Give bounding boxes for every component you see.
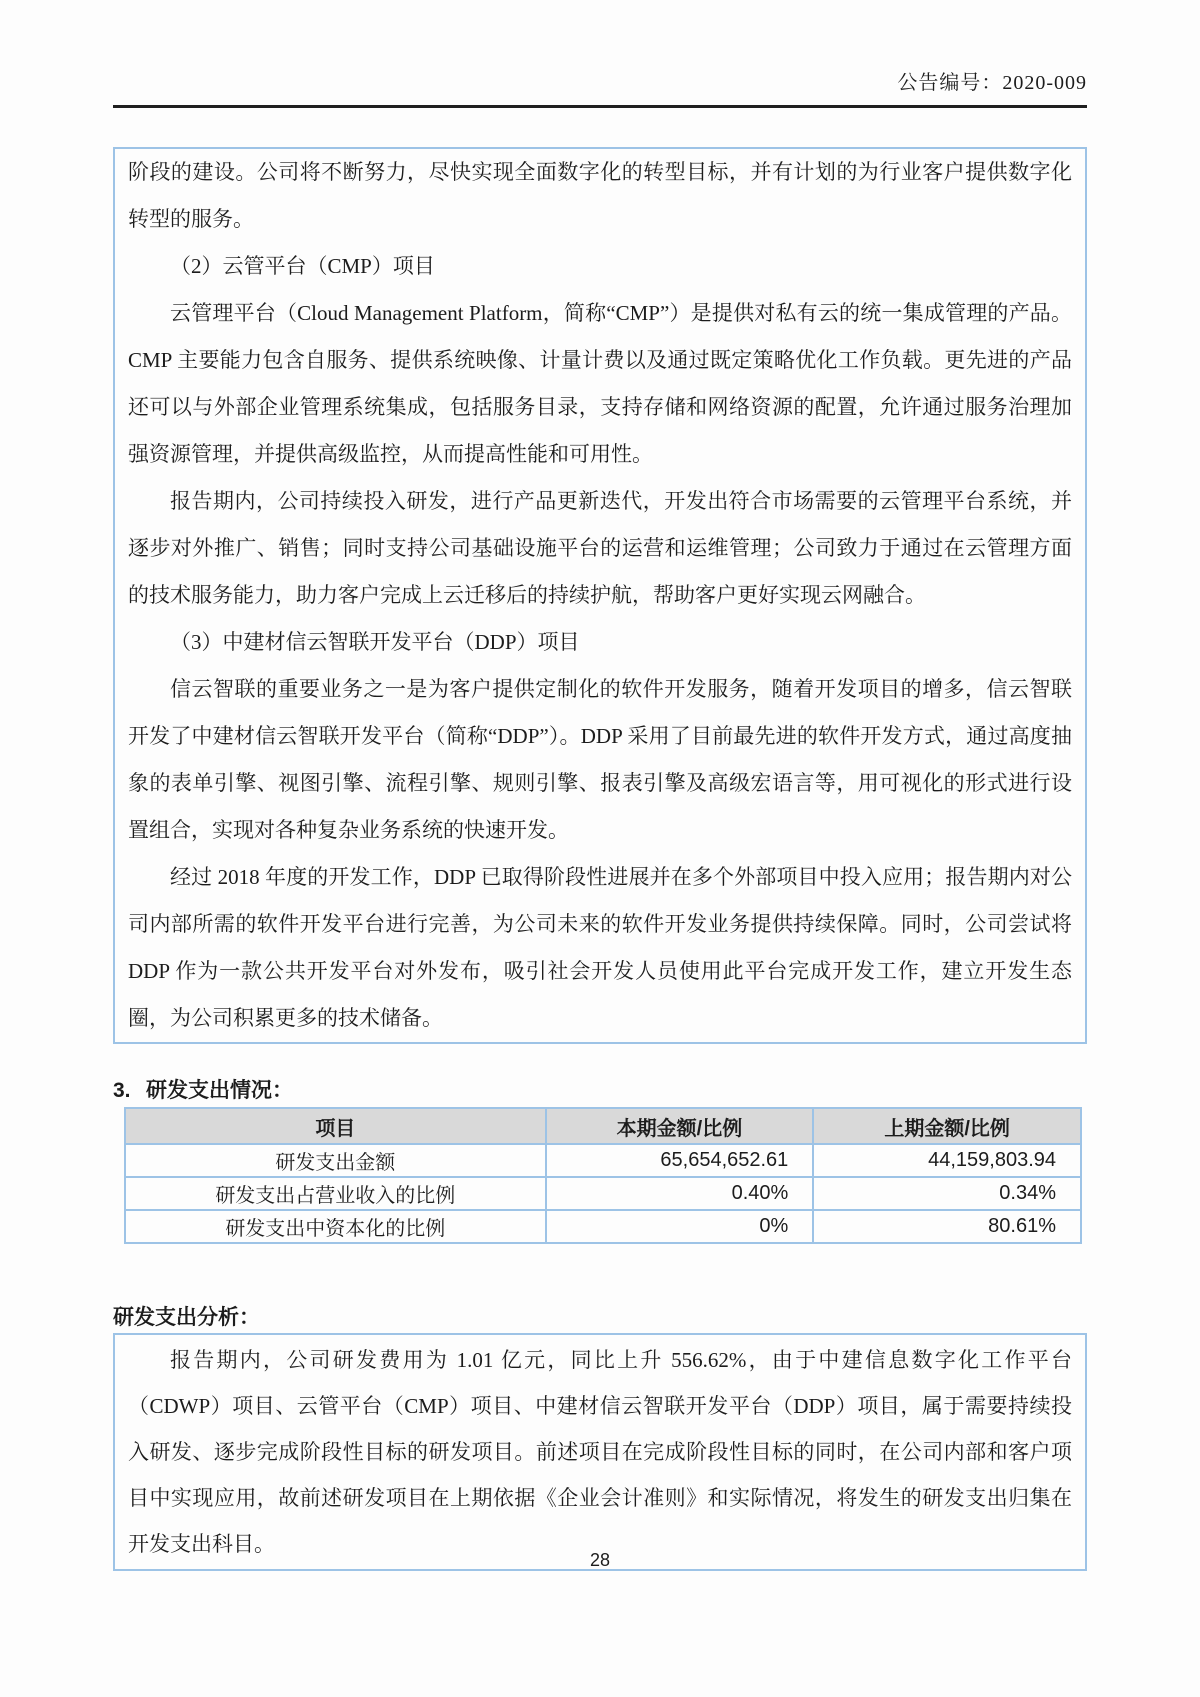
section-number: 3.	[113, 1079, 131, 1102]
paragraph: 报告期内，公司持续投入研发，进行产品更新迭代，开发出符合市场需要的云管理平台系统，并逐步对外推广、销售；同时支持公司基础设施平台的运营和运维管理；公司致力于通过在云管理方面的技术服务能力，助力客户完成上云迁移后的持续护航，帮助客户更好实现云网融合。	[128, 489, 1072, 607]
analysis-text-box	[113, 1333, 1087, 1571]
section-title: 研发支出情况：	[146, 1079, 293, 1102]
row-label: 研发支出金额	[125, 1144, 546, 1177]
main-text-box	[113, 147, 1087, 1044]
table-row	[125, 1210, 1081, 1243]
row-current-value: 0.40%	[546, 1177, 814, 1210]
paragraph: （2）云管平台（CMP）项目	[170, 254, 435, 278]
row-current-value: 65,654,652.61	[546, 1144, 814, 1177]
paragraph: 阶段的建设。公司将不断努力，尽快实现全面数字化的转型目标，并有计划的为行业客户提供数字化转型的服务。	[128, 160, 1072, 231]
paragraph: 信云智联的重要业务之一是为客户提供定制化的软件开发服务，随着开发项目的增多，信云智联开发了中建材信云智联开发平台（简称“DDP”）。DDP 采用了目前最先进的软件开发方式，通过高度抽象的表单引擎、视图引擎、流程引擎、规则引擎、报表引擎及高级宏语言等，用可视化的形式进行设置组合，实现对各种复杂业务系统的快速开发。	[128, 677, 1072, 842]
row-label: 研发支出中资本化的比例	[125, 1210, 546, 1243]
paragraph: 云管理平台（Cloud Management Platform，简称“CMP”）是提供对私有云的统一集成管理的产品。CMP 主要能力包含自服务、提供系统映像、计量计费以及通过既定策略优化工作负载。更先进的产品还可以与外部企业管理系统集成，包括服务目录，支持存储和网络资源的配置，允许通过服务治理加强资源管理，并提供高级监控，从而提高性能和可用性。	[128, 301, 1072, 466]
page-number: 28	[589, 1550, 611, 1570]
row-prior-value: 80.61%	[813, 1210, 1081, 1243]
row-current-value: 0%	[546, 1210, 814, 1243]
announcement-number: 公告编号：2020-009	[113, 66, 1087, 108]
paragraph: 报告期内，公司研发费用为 1.01 亿元，同比上升 556.62%，由于中建信息数字化工作平台（CDWP）项目、云管平台（CMP）项目、中建材信云智联开发平台（DDP）项目，属于需要持续投入研发、逐步完成阶段性目标的研发项目。前述项目在完成阶段性目标的同时，在公司内部和客户项目中实现应用，故前述研发项目在上期依据《企业会计准则》和实际情况，将发生的研发支出归集在开发支出科目。	[128, 1348, 1072, 1556]
table-row	[125, 1144, 1081, 1177]
column-header-current: 本期金额/比例	[546, 1108, 814, 1144]
column-header-item: 项目	[125, 1108, 546, 1144]
row-prior-value: 0.34%	[813, 1177, 1081, 1210]
paragraph: （3）中建材信云智联开发平台（DDP）项目	[170, 630, 580, 654]
row-prior-value: 44,159,803.94	[813, 1144, 1081, 1177]
paragraph: 经过 2018 年度的开发工作，DDP 已取得阶段性进展并在多个外部项目中投入应用；报告期内对公司内部所需的软件开发平台进行完善，为公司未来的软件开发业务提供持续保障。同时，公司尝试将 DDP 作为一款公共开发平台对外发布，吸引社会开发人员使用此平台完成开发工作，建立开发生态圈，为公司积累更多的技术储备。	[128, 865, 1072, 1030]
rd-analysis-heading: 研发支出分析：	[113, 1306, 260, 1329]
rd-expenditure-heading	[113, 1074, 293, 1104]
column-header-prior: 上期金额/比例	[813, 1108, 1081, 1144]
table-header-row	[125, 1108, 1081, 1144]
rd-expenditure-table	[124, 1107, 1082, 1244]
table-row	[125, 1177, 1081, 1210]
row-label: 研发支出占营业收入的比例	[125, 1177, 546, 1210]
